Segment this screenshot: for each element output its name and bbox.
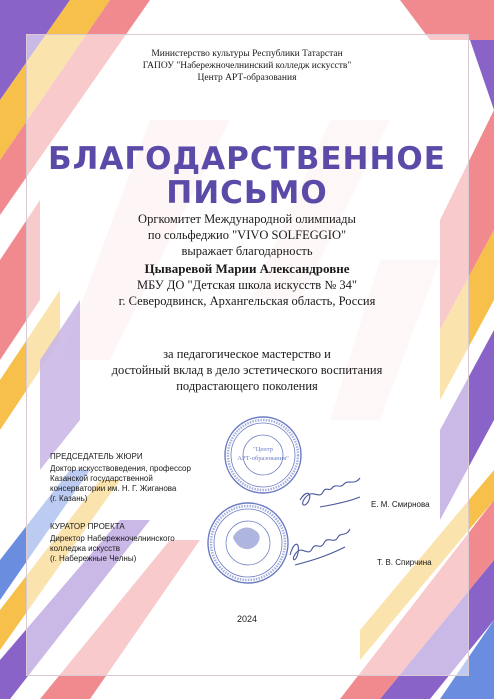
reason-line-3: подрастающего поколения xyxy=(176,379,318,393)
signature-1-icon xyxy=(300,478,360,507)
header-line-3: Центр АРТ-образования xyxy=(197,73,297,83)
body-line-1: Оргкомитет Международной олимпиады xyxy=(138,212,356,226)
recipient-name: Цываревой Марии Александровне xyxy=(144,261,350,276)
curator-name: Т. В. Спирчина xyxy=(377,558,432,567)
body-line-3: выражает благодарность xyxy=(181,244,313,258)
body-line-6: г. Северодвинск, Архангельская область, Россия xyxy=(118,294,376,308)
chair-role: ПРЕДСЕДАТЕЛЬ ЖЮРИ xyxy=(50,452,143,461)
curator-desc-1: Директор Набережночелнинского xyxy=(50,534,175,543)
reason-line-1: за педагогическое мастерство и xyxy=(163,347,331,361)
chair-desc-4: (г. Казань) xyxy=(50,494,88,503)
year: 2024 xyxy=(236,614,258,624)
signature-2-icon xyxy=(290,529,350,565)
curator-desc-2: колледжа искусств xyxy=(50,544,121,553)
body-line-2: по сольфеджио "VIVO SOLFEGGIO" xyxy=(147,228,347,242)
header-line-1: Министерство культуры Республики Татарстан xyxy=(151,49,343,59)
curator-role: КУРАТОР ПРОЕКТА xyxy=(50,522,125,531)
chair-desc-3: консерватории им. Н. Г. Жиганова xyxy=(50,484,177,493)
chair-name: Е. М. Смирнова xyxy=(371,500,430,509)
certificate-title-line-1: БЛАГОДАРСТВЕННОЕ xyxy=(48,141,446,177)
chair-desc-2: Казанской государственной xyxy=(50,474,153,483)
curator-desc-3: (г. Набережные Челны) xyxy=(50,554,137,563)
certificate-title-line-2: ПИСЬМО xyxy=(166,175,328,211)
reason-line-2: достойный вклад в дело эстетического воспитания xyxy=(111,363,383,377)
round-stamp-icon xyxy=(225,417,301,493)
stamp-text-line-1: "Центр xyxy=(253,446,273,453)
chair-desc-1: Доктор искусствоведения, профессор xyxy=(50,464,191,473)
header-line-2: ГАПОУ "Набережночелнинский колледж искусств" xyxy=(142,61,352,71)
coat-of-arms-stamp-icon xyxy=(208,503,288,583)
stamp-text-line-2: АРТ-образования" xyxy=(237,455,289,462)
body-line-5: МБУ ДО "Детская школа искусств № 34" xyxy=(137,278,357,292)
